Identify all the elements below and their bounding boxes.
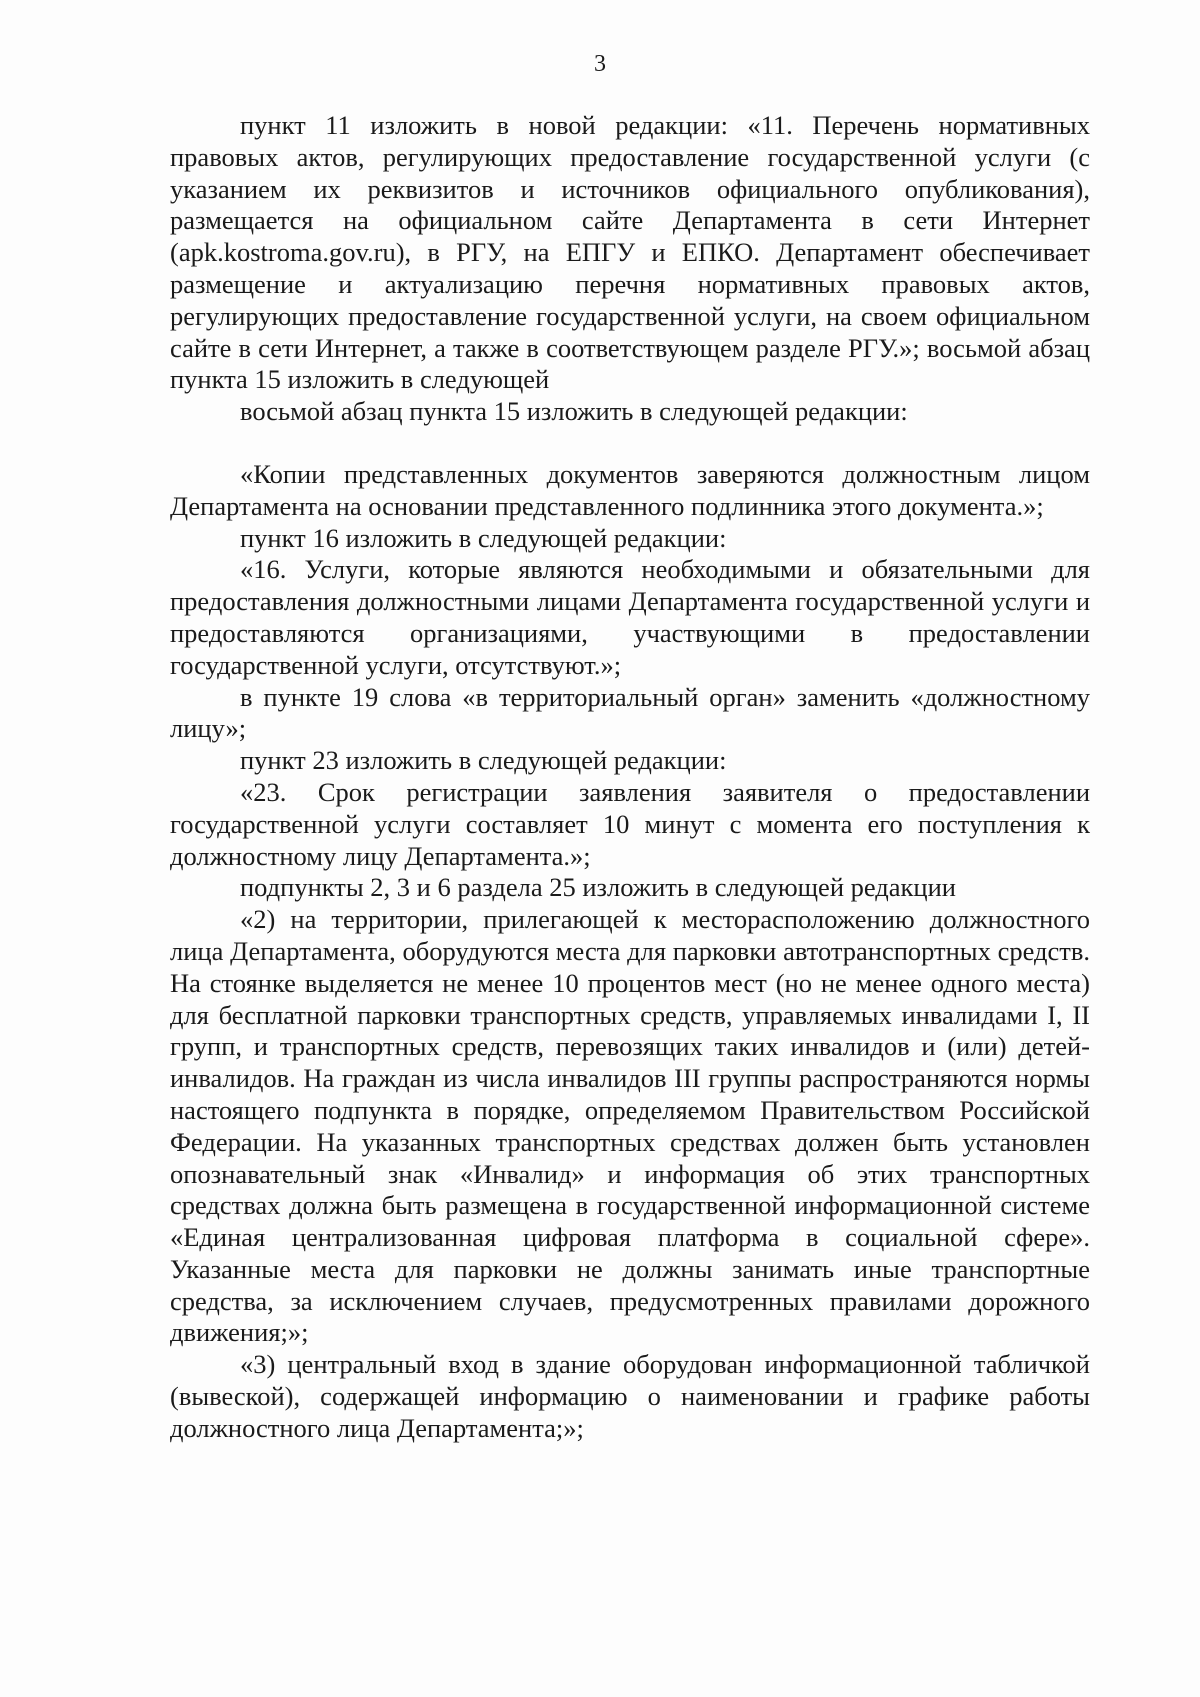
- paragraph-item-23: «23. Срок регистрации заявления заявителя о предоставлении государственной услуги составляет 10 минут с момента его поступления к должностному лицу Департамента.»;: [170, 776, 1090, 871]
- paragraph-section-25-header: подпункты 2, 3 и 6 раздела 25 изложить в следующей редакции: [240, 872, 956, 903]
- paragraph-item-23-header: пункт 23 изложить в следующей редакции:: [240, 745, 727, 776]
- paragraph-subitem-2: «2) на территории, прилегающей к месторасположению должностного лица Департамента, оборудуются места для парковки автотранспортных средств. На стоянке выделяется не менее 10 процентов мест (но не менее одного места) для бесплатной парковки транспортных средств, управляемых инвалидами I, II групп, и транспортных средств, перевозящих таких инвалидов и (или) детей-инвалидов. На граждан из числа инвалидов III группы распространяются нормы настоящего подпункта в порядке, определяемом Правительством Российской Федерации. На указанных транспортных средствах должен быть установлен опознавательный знак «Инвалид» и информация об этих транспортных средствах должна быть размещена в государственной информационной системе «Единая централизованная цифровая платформа в социальной сфере». Указанные места для парковки не должны занимать иные транспортные средства, за исключением случаев, предусмотренных правилами дорожного движения;»;: [170, 904, 1090, 1348]
- paragraph-copies-certified: «Копии представленных документов заверяются должностным лицом Департамента на основании представленного подлинника этого документа.»;: [170, 458, 1090, 521]
- paragraph-item-19: в пункте 19 слова «в территориальный орган» заменить «должностному лицу»;: [170, 681, 1090, 744]
- paragraph-item-16: «16. Услуги, которые являются необходимыми и обязательными для предоставления должностными лицами Департамента государственной услуги и предоставляются организациями, участвующими в предоставлении государственной услуги, отсутствуют.»;: [170, 554, 1090, 680]
- paragraph-item-15-header: восьмой абзац пункта 15 изложить в следующей редакции:: [240, 396, 908, 427]
- document-body: [170, 110, 1090, 1445]
- paragraph-subitem-3: «3) центральный вход в здание оборудован информационной табличкой (вывеской), содержащей информацию о наименовании и графике работы должностного лица Департамента;»;: [170, 1349, 1090, 1443]
- paragraph-item-16-header: пункт 16 изложить в следующей редакции:: [240, 522, 727, 553]
- paragraph-gap: [170, 428, 1090, 459]
- paragraph-item-11: пункт 11 изложить в новой редакции: «11. Перечень нормативных правовых актов, регулирующих предоставление государственной услуги (с указанием их реквизитов и источников официального опубликования), размещается на официальном сайте Департамента в сети Интернет (apk.kostroma.gov.ru), в РГУ, на ЕПГУ и ЕПКО. Департамент обеспечивает размещение и актуализацию перечня нормативных правовых актов, регулирующих предоставление государственной услуги, на своем официальном сайте в сети Интернет, а также в соответствующем разделе РГУ.»; восьмой абзац пункта 15 изложить в следующей: [170, 110, 1090, 395]
- page-number: 3: [594, 51, 606, 77]
